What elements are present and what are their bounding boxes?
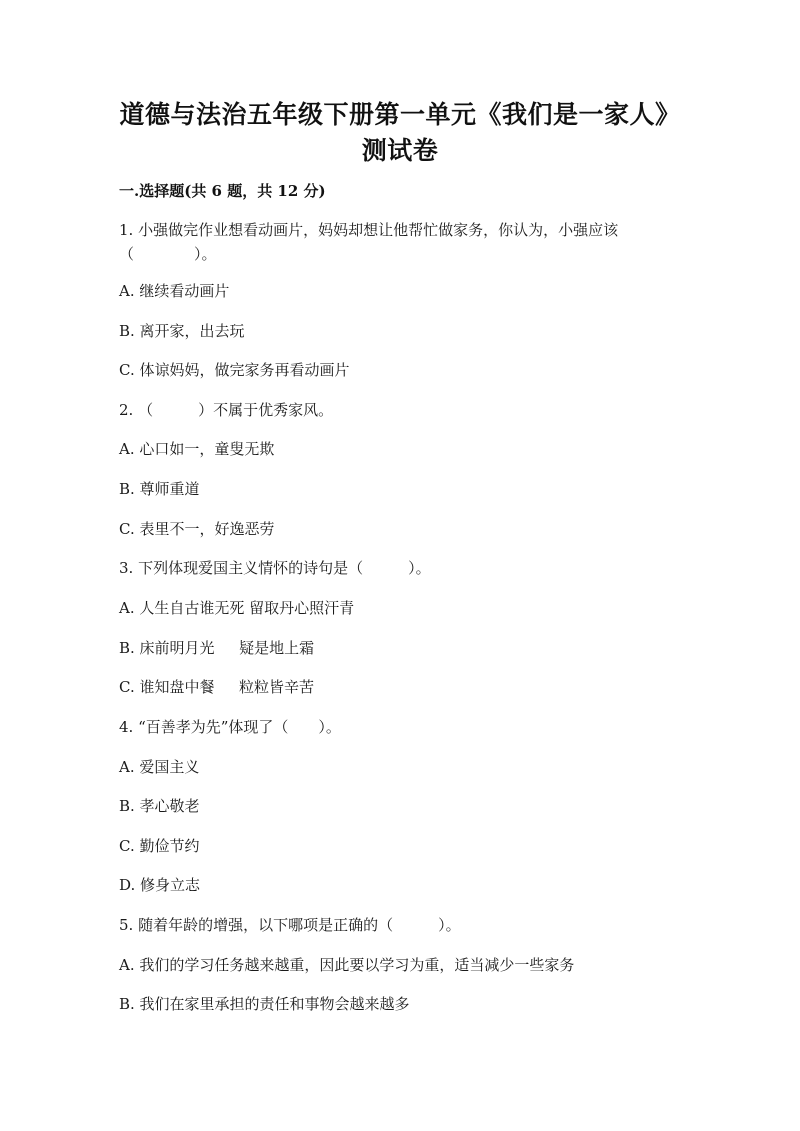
question-5-stem: 5. 随着年龄的增强，以下哪项是正确的（ ）。: [119, 916, 461, 934]
section-heading: 一.选择题(共 6 题，共 12 分): [119, 182, 326, 200]
question-5-option-a: A. 我们的学习任务越来越重，因此要以学习为重，适当减少一些家务: [119, 956, 575, 974]
question-2-option-b: B. 尊师重道: [119, 480, 200, 498]
page-title-line2: 测试卷: [361, 136, 439, 165]
question-5-option-b: B. 我们在家里承担的责任和事物会越来越多: [119, 995, 410, 1013]
question-4-option-d: D. 修身立志: [119, 876, 201, 894]
question-3-stem: 3. 下列体现爱国主义情怀的诗句是（ ）。: [119, 559, 431, 577]
question-4-stem: 4. “百善孝为先”体现了（ ）。: [119, 718, 341, 736]
question-1-option-b: B. 离开家，出去玩: [119, 322, 245, 340]
question-1-option-a: A. 继续看动画片: [119, 282, 230, 300]
question-4-option-a: A. 爱国主义: [119, 758, 200, 776]
page-title: 道德与法治五年级下册第一单元《我们是一家人》: [119, 100, 681, 129]
question-3-option-b: B. 床前明月光 疑是地上霜: [119, 639, 315, 657]
question-2-option-a: A. 心口如一，童叟无欺: [119, 440, 275, 458]
question-3-option-a: A. 人生自古谁无死 留取丹心照汗青: [119, 599, 355, 617]
question-1-option-c: C. 体谅妈妈，做完家务再看动画片: [119, 361, 350, 379]
question-2-stem: 2. （ ）不属于优秀家风。: [119, 401, 334, 419]
question-2-option-c: C. 表里不一，好逸恶劳: [119, 520, 275, 538]
question-3-option-c: C. 谁知盘中餐 粒粒皆辛苦: [119, 678, 315, 696]
question-4-option-c: C. 勤俭节约: [119, 837, 200, 855]
question-1-stem: 1. 小强做完作业想看动画片，妈妈却想让他帮忙做家务，你认为，小强应该: [119, 221, 619, 239]
question-1-stem-cont: （ ）。: [119, 245, 217, 263]
question-4-option-b: B. 孝心敬老: [119, 797, 200, 815]
